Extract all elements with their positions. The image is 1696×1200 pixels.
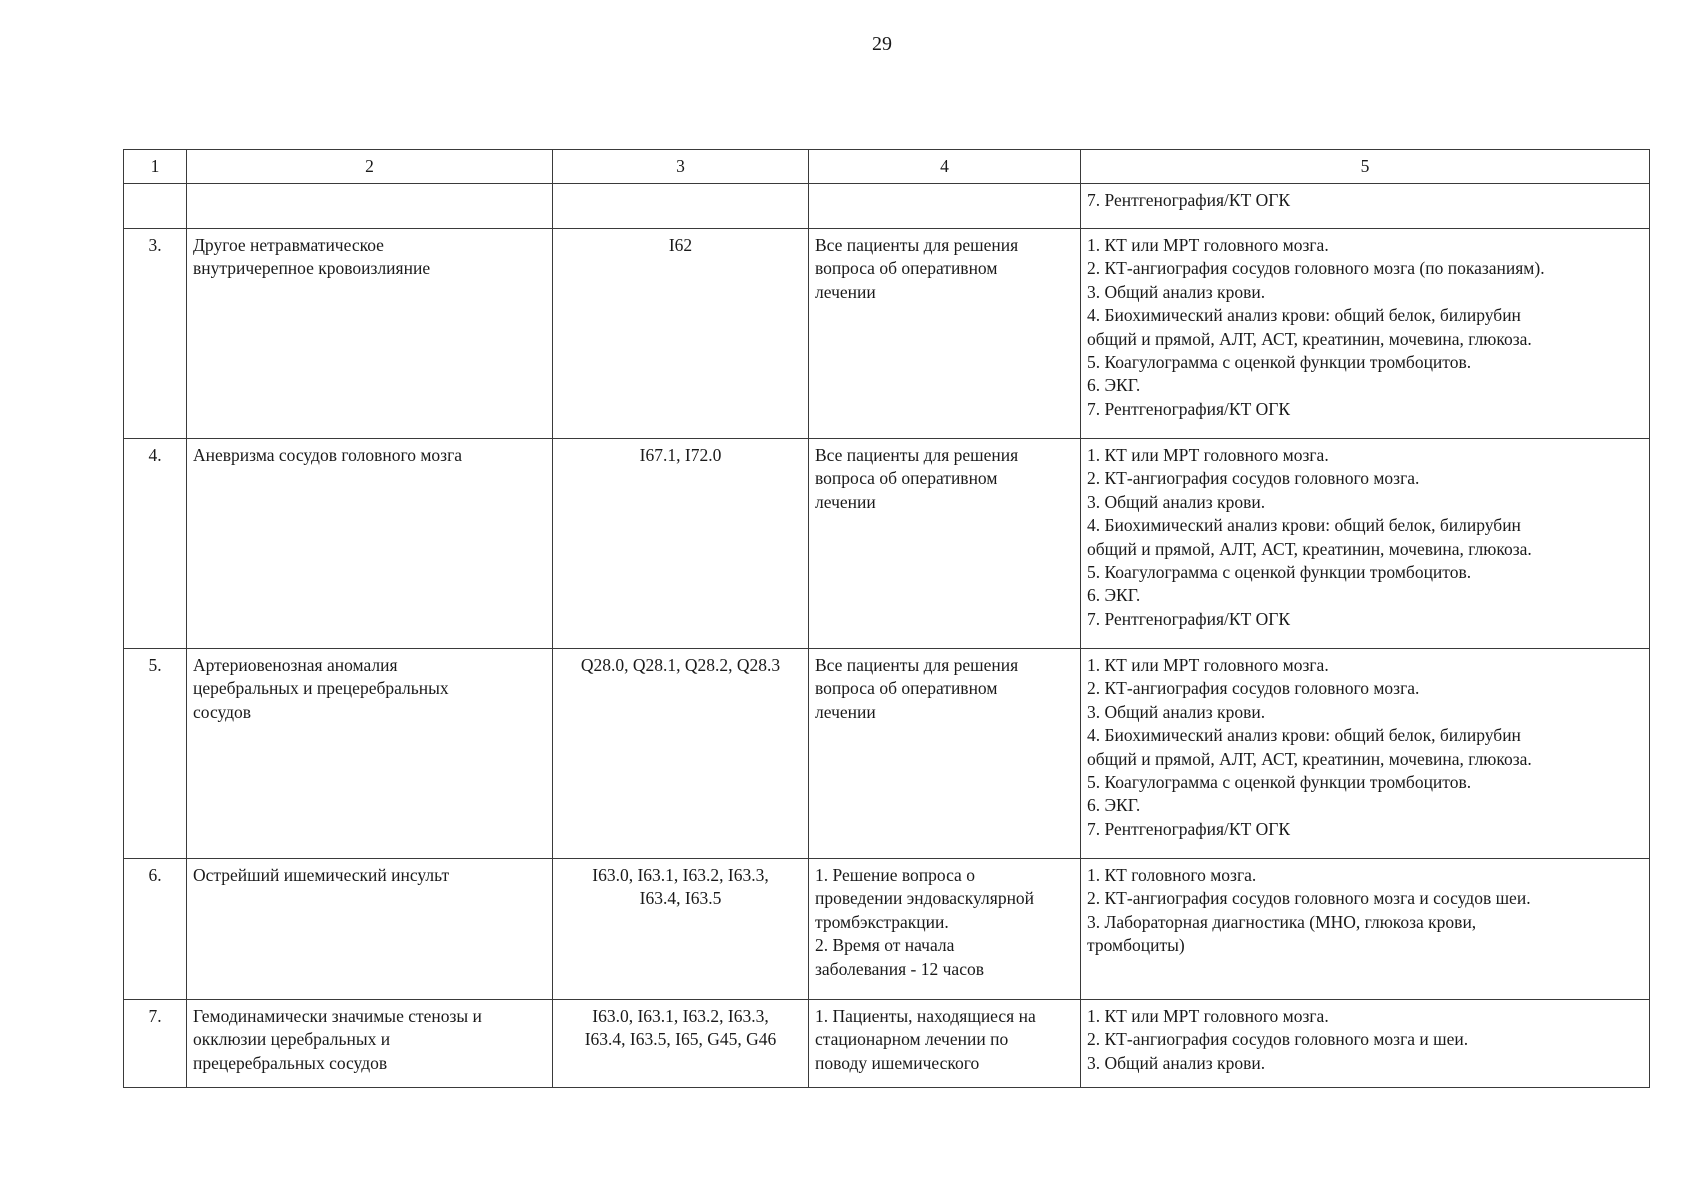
indication-line: вопроса об оперативном [815, 468, 998, 489]
header-col-4: 4 [809, 150, 1081, 184]
exam-line: 3. Общий анализ крови. [1087, 701, 1266, 722]
indication-line: тромбэкстракции. [815, 911, 949, 932]
diagnosis-line: внутричерепное кровоизлияние [193, 258, 431, 279]
exam-line: 7. Рентгенография/КТ ОГК [1087, 398, 1291, 419]
indication-cell [809, 649, 1081, 859]
exam-line: 1. КТ или МРТ головного мозга. [1087, 445, 1329, 465]
icd-codes-cell [553, 649, 809, 859]
icd-codes-cell [553, 229, 809, 439]
exam-line: 5. Коагулограмма с оценкой функции тромбоцитов. [1087, 772, 1472, 793]
table-row [124, 649, 1650, 859]
indication-line: 1. Пациенты, находящиеся на [815, 1006, 1036, 1026]
exams-cell [1081, 649, 1650, 859]
diagnosis-cell [187, 229, 553, 439]
table-row [124, 439, 1650, 649]
indication-line: проведении эндоваскулярной [815, 888, 1035, 909]
diagnosis-cell [187, 859, 553, 1000]
diagnosis-line: Другое нетравматическое [193, 235, 384, 255]
indication-line: стационарном лечении по [815, 1029, 1009, 1050]
indication-line: Все пациенты для решения [815, 235, 1019, 255]
icd-codes-cell [553, 859, 809, 1000]
exam-line: 2. КТ-ангиография сосудов головного мозга и шеи. [1087, 1029, 1469, 1050]
row-number: 4. [124, 439, 187, 649]
exam-line: общий и прямой, АЛТ, АСТ, креатинин, мочевина, глюкоза. [1087, 538, 1532, 559]
exams-cell [1081, 229, 1650, 439]
header-col-3: 3 [553, 150, 809, 184]
indication-cell [809, 1000, 1081, 1088]
codes-line: I63.4, I63.5 [639, 888, 722, 909]
diagnosis-line: сосудов [193, 701, 252, 722]
exam-line: 1. КТ или МРТ головного мозга. [1087, 655, 1329, 675]
codes-line: Q28.0, Q28.1, Q28.2, Q28.3 [580, 655, 781, 675]
diagnosis-line: прецеребральных сосудов [193, 1052, 388, 1073]
exam-line: 7. Рентгенография/КТ ОГК [1087, 608, 1291, 629]
header-col-2: 2 [187, 150, 553, 184]
diagnosis-cell [187, 1000, 553, 1088]
exam-line: 3. Общий анализ крови. [1087, 491, 1266, 512]
exam-line: 2. КТ-ангиография сосудов головного мозга (по показаниям). [1087, 258, 1545, 279]
table-row [124, 1000, 1650, 1088]
row-number: 7. [124, 1000, 187, 1088]
diagnosis-line: окклюзии церебральных и [193, 1029, 391, 1050]
exam-line: 2. КТ-ангиография сосудов головного мозга. [1087, 468, 1420, 489]
icd-codes-cell [553, 439, 809, 649]
codes-line: I63.0, I63.1, I63.2, I63.3, [592, 1006, 769, 1026]
continuation-indication-cell [809, 184, 1081, 229]
exam-line: 3. Общий анализ крови. [1087, 281, 1266, 302]
row-number: 6. [124, 859, 187, 1000]
diagnosis-line: Острейший ишемический инсульт [193, 865, 450, 885]
exam-line: 2. КТ-ангиография сосудов головного мозга и сосудов шеи. [1087, 888, 1531, 909]
medical-criteria-table [123, 149, 1650, 1088]
exam-line: 5. Коагулограмма с оценкой функции тромбоцитов. [1087, 352, 1472, 373]
exams-cell [1081, 859, 1650, 1000]
codes-line: I63.0, I63.1, I63.2, I63.3, [592, 865, 769, 885]
indication-line: поводу ишемического [815, 1052, 980, 1073]
exam-line: 5. Коагулограмма с оценкой функции тромбоцитов. [1087, 562, 1472, 583]
diagnosis-line: церебральных и прецеребральных [193, 678, 449, 699]
indication-cell [809, 859, 1081, 1000]
indication-line: вопроса об оперативном [815, 258, 998, 279]
exam-line: 1. КТ или МРТ головного мозга. [1087, 1006, 1329, 1026]
row-number: 3. [124, 229, 187, 439]
exams-cell [1081, 1000, 1650, 1088]
indication-line: заболевания - 12 часов [815, 958, 984, 979]
icd-codes-cell [553, 1000, 809, 1088]
codes-line: I63.4, I63.5, I65, G45, G46 [584, 1029, 777, 1050]
exam-line: 1. КТ или МРТ головного мозга. [1087, 235, 1329, 255]
exams-cell [1081, 439, 1650, 649]
exam-line: 3. Общий анализ крови. [1087, 1052, 1266, 1073]
exam-line: тромбоциты) [1087, 935, 1185, 956]
row-number: 5. [124, 649, 187, 859]
table-row [124, 859, 1650, 1000]
codes-line: I67.1, I72.0 [639, 445, 722, 465]
diagnosis-cell [187, 439, 553, 649]
exam-line: 4. Биохимический анализ крови: общий белок, билирубин [1087, 515, 1521, 536]
indication-cell [809, 439, 1081, 649]
indication-line: лечении [815, 491, 876, 512]
continuation-row [124, 184, 1650, 229]
exam-line: общий и прямой, АЛТ, АСТ, креатинин, мочевина, глюкоза. [1087, 748, 1532, 769]
exam-line: 2. КТ-ангиография сосудов головного мозга. [1087, 678, 1420, 699]
exam-line: общий и прямой, АЛТ, АСТ, креатинин, мочевина, глюкоза. [1087, 328, 1532, 349]
exam-line: 7. Рентгенография/КТ ОГК [1087, 818, 1291, 839]
continuation-exams-cell [1081, 184, 1650, 229]
indication-line: Все пациенты для решения [815, 445, 1019, 465]
continuation-diagnosis-cell [187, 184, 553, 229]
exam-line: 6. ЭКГ. [1087, 585, 1141, 606]
exam-line: 6. ЭКГ. [1087, 375, 1141, 396]
indication-line: Все пациенты для решения [815, 655, 1019, 675]
header-col-1: 1 [124, 150, 187, 184]
exam-line: 7. Рентгенография/КТ ОГК [1087, 190, 1291, 210]
page-number: 29 [872, 33, 892, 55]
diagnosis-line: Гемодинамически значимые стенозы и [193, 1006, 482, 1026]
continuation-codes-cell [553, 184, 809, 229]
diagnosis-cell [187, 649, 553, 859]
exam-line: 4. Биохимический анализ крови: общий белок, билирубин [1087, 305, 1521, 326]
table-row [124, 229, 1650, 439]
indication-line: 2. Время от начала [815, 935, 955, 956]
indication-line: лечении [815, 281, 876, 302]
header-col-5: 5 [1081, 150, 1650, 184]
diagnosis-line: Артериовенозная аномалия [193, 655, 398, 675]
indication-line: 1. Решение вопроса о [815, 865, 975, 885]
exam-line: 3. Лабораторная диагностика (МНО, глюкоза крови, [1087, 911, 1477, 932]
diagnosis-line: Аневризма сосудов головного мозга [193, 445, 463, 465]
column-number-header-row [124, 150, 1650, 184]
indication-line: вопроса об оперативном [815, 678, 998, 699]
codes-line: I62 [668, 235, 693, 255]
indication-line: лечении [815, 701, 876, 722]
exam-line: 4. Биохимический анализ крови: общий белок, билирубин [1087, 725, 1521, 746]
exam-line: 1. КТ головного мозга. [1087, 865, 1257, 885]
continuation-num-cell [124, 184, 187, 229]
exam-line: 6. ЭКГ. [1087, 795, 1141, 816]
indication-cell [809, 229, 1081, 439]
